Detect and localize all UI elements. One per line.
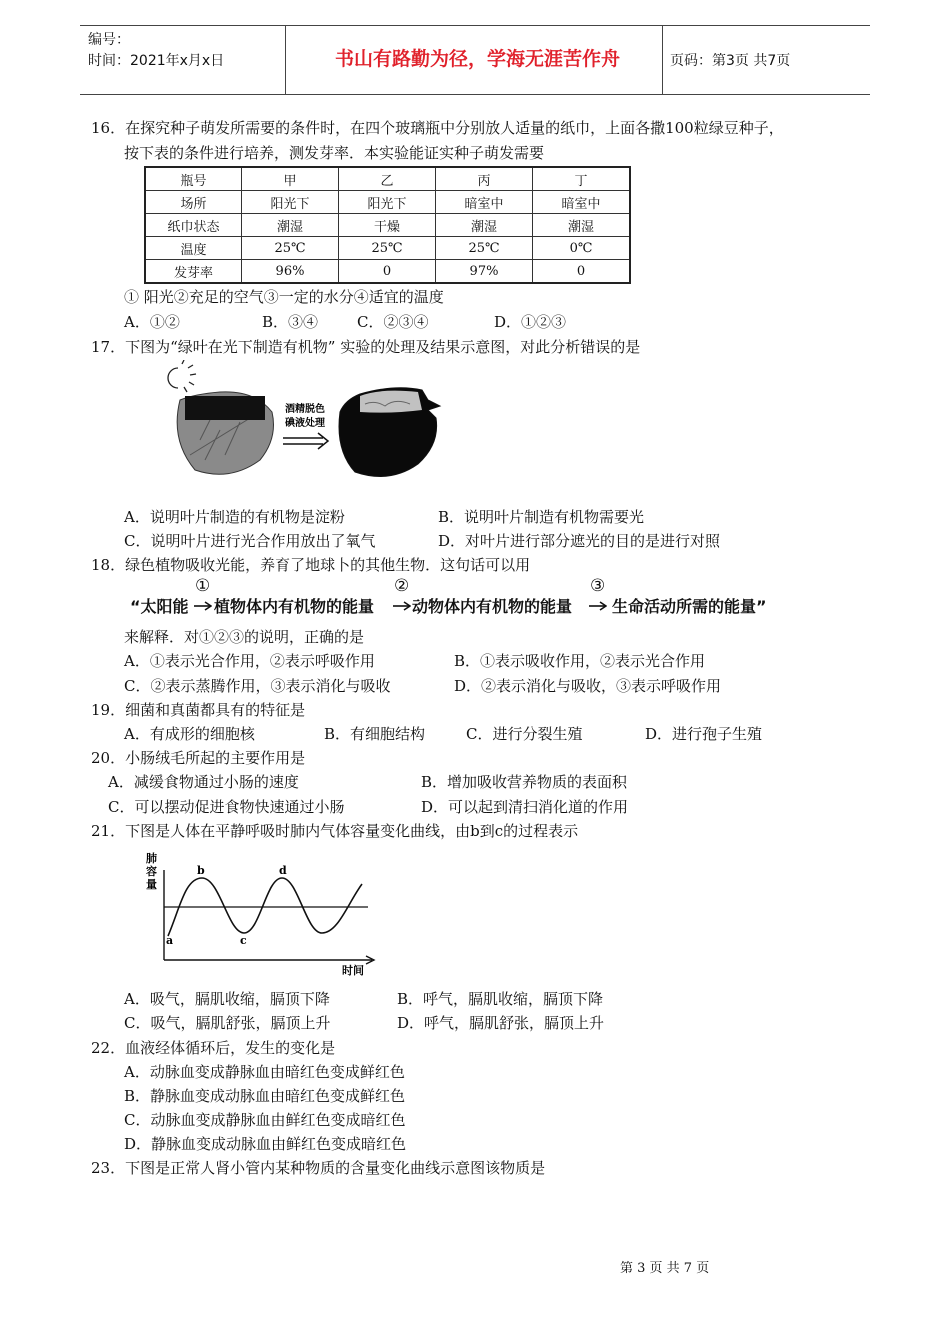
time-label: 时间：2021年x月x日: [88, 53, 225, 69]
q21-option-b[interactable]: B．呼气，膈肌收缩，膈顶下降: [397, 990, 604, 1008]
point-b-label: b: [197, 864, 205, 877]
number-label: 编号：: [88, 32, 130, 48]
sun-icon: [168, 360, 196, 392]
table-row: [145, 191, 630, 214]
q17-option-d[interactable]: D．对叶片进行部分遮光的目的是进行对照: [438, 532, 721, 550]
q17-option-b[interactable]: B．说明叶片制造有机物需要光: [438, 508, 645, 526]
q22-option-c[interactable]: C．动脉血变成静脉血由鲜红色变成暗红色: [124, 1111, 406, 1129]
table-cell: 干燥: [339, 214, 436, 237]
arrow-right-icon: [589, 600, 607, 612]
q16-option-a[interactable]: A．①②: [124, 313, 180, 331]
formula-plant-energy: 植物体内有机物的能量: [214, 597, 375, 616]
q21-lung-volume-graph: [140, 848, 380, 980]
table-cell: 0: [339, 260, 436, 284]
header-motto: 书山有路勤为径，学海无涯苦作舟: [334, 48, 620, 70]
q21-option-c[interactable]: C．吸气，膈肌舒张，膈顶上升: [124, 1014, 331, 1032]
formula-step2-marker: ②: [394, 576, 410, 596]
table-cell: 发芽率: [145, 260, 242, 284]
q16-stem-line1: 16．在探究种子萌发所需要的条件时，在四个玻璃瓶中分别放人适量的纸巾，上面各撒100粒绿豆种子，: [91, 119, 784, 137]
q21-option-d[interactable]: D．呼气，膈肌舒张，膈顶上升: [397, 1014, 605, 1032]
point-d-label: d: [279, 864, 287, 877]
table-cell: 97%: [436, 260, 533, 284]
q16-option-b[interactable]: B．③④: [262, 313, 319, 331]
formula-sun-energy: “太阳能: [130, 597, 189, 616]
q23-stem: 23．下图是正常人肾小管内某种物质的含量变化曲线示意图该物质是: [91, 1159, 546, 1177]
table-cell: 场所: [145, 191, 242, 214]
q17-stem: 17．下图为“绿叶在光下制造有机物” 实验的处理及结果示意图，对此分析错误的是: [91, 338, 641, 356]
table-row: [145, 237, 630, 260]
table-cell: 25℃: [339, 237, 436, 260]
formula-life-energy: 生命活动所需的能量”: [612, 597, 767, 616]
fig-label-alcohol: 酒精脱色: [285, 404, 325, 415]
q22-stem: 22．血液经体循环后，发生的变化是: [91, 1039, 336, 1057]
arrow-right-icon: [194, 600, 212, 612]
q17-leaf-figure: [160, 360, 460, 490]
q18-stem2: 来解释．对①②③的说明，正确的是: [124, 628, 365, 646]
table-cell: 潮湿: [242, 214, 339, 237]
table-cell: 25℃: [242, 237, 339, 260]
header-divider: [285, 26, 286, 94]
table-cell: 暗室中: [436, 191, 533, 214]
table-cell: 温度: [145, 237, 242, 260]
header-page-info: 页码：第3页 共7页: [670, 53, 791, 69]
q16-items: ① 阳光②充足的空气③一定的水分④适宜的温度: [124, 288, 444, 306]
q19-option-a[interactable]: A．有成形的细胞核: [124, 725, 255, 743]
q19-option-c[interactable]: C．进行分裂生殖: [466, 725, 583, 743]
y-axis-label-2: 容: [146, 865, 157, 878]
q19-stem: 19．细菌和真菌都具有的特征是: [91, 701, 306, 719]
q16-option-d[interactable]: D．①②③: [494, 313, 567, 331]
black-cover-rect: [185, 396, 265, 420]
formula-animal-energy: 动物体内有机物的能量: [412, 597, 573, 616]
q18-option-b[interactable]: B．①表示吸收作用，②表示光合作用: [454, 652, 706, 670]
header-left: [88, 30, 224, 72]
q22-option-d[interactable]: D．静脉血变成动脉血由鲜红色变成暗红色: [124, 1135, 407, 1153]
header-divider: [662, 26, 663, 94]
q20-option-a[interactable]: A．减缓食物通过小肠的速度: [108, 773, 299, 791]
y-axis-label-3: 量: [146, 878, 157, 891]
table-cell: 乙: [339, 167, 436, 191]
q16-table: [144, 166, 631, 284]
table-row: [145, 260, 630, 284]
q18-stem: 18．绿色植物吸收光能，养育了地球卜的其他生物．这句话可以用: [91, 556, 531, 574]
formula-step1-marker: ①: [195, 576, 211, 596]
point-c-label: c: [240, 934, 247, 947]
q17-option-a[interactable]: A．说明叶片制造的有机物是淀粉: [124, 508, 345, 526]
q20-option-c[interactable]: C．可以摆动促进食物快速通过小肠: [108, 798, 345, 816]
q21-stem: 21．下图是人体在平静呼吸时肺内气体容量变化曲线，由b到c的过程表示: [91, 822, 579, 840]
q20-option-d[interactable]: D．可以起到清扫消化道的作用: [421, 798, 629, 816]
table-row: [145, 214, 630, 237]
table-cell: 潮湿: [436, 214, 533, 237]
q17-option-c[interactable]: C．说明叶片进行光合作用放出了氧气: [124, 532, 376, 550]
q19-option-b[interactable]: B．有细胞结构: [324, 725, 426, 743]
table-cell: 阳光下: [242, 191, 339, 214]
table-cell: 潮湿: [533, 214, 631, 237]
q16-option-c[interactable]: C．②③④: [357, 313, 429, 331]
q18-option-d[interactable]: D．②表示消化与吸收，③表示呼吸作用: [454, 677, 722, 695]
table-cell: 瓶号: [145, 167, 242, 191]
double-arrow-icon: [283, 433, 328, 449]
table-cell: 纸巾状态: [145, 214, 242, 237]
y-axis-label-1: 肺: [146, 852, 157, 865]
x-axis-label: 时间: [342, 964, 364, 977]
table-cell: 阳光下: [339, 191, 436, 214]
q18-option-a[interactable]: A．①表示光合作用，②表示呼吸作用: [124, 652, 375, 670]
q19-option-d[interactable]: D．进行孢子生殖: [645, 725, 763, 743]
point-a-label: a: [166, 934, 174, 947]
arrow-right-icon: [393, 600, 411, 612]
page-footer: 第 3 页 共 7 页: [620, 1261, 710, 1276]
table-cell: 0℃: [533, 237, 631, 260]
table-cell: 丁: [533, 167, 631, 191]
table-cell: 丙: [436, 167, 533, 191]
table-cell: 暗室中: [533, 191, 631, 214]
page-header: [80, 25, 870, 95]
q18-option-c[interactable]: C．②表示蒸腾作用，③表示消化与吸收: [124, 677, 391, 695]
table-cell: 96%: [242, 260, 339, 284]
q21-option-a[interactable]: A．吸气，膈肌收缩，膈顶下降: [124, 990, 330, 1008]
formula-step3-marker: ③: [590, 576, 606, 596]
table-row: [145, 167, 630, 191]
q22-option-a[interactable]: A．动脉血变成静脉血由暗红色变成鲜红色: [124, 1063, 405, 1081]
fig-label-iodine: 碘液处理: [285, 418, 325, 429]
table-cell: 0: [533, 260, 631, 284]
table-cell: 甲: [242, 167, 339, 191]
table-cell: 25℃: [436, 237, 533, 260]
q20-stem: 20．小肠绒毛所起的主要作用是: [91, 749, 306, 767]
q16-stem-line2: 按下表的条件进行培养，测发芽率．本实验能证实种子萌发需要: [124, 144, 545, 162]
q22-option-b[interactable]: B．静脉血变成动脉血由暗红色变成鲜红色: [124, 1087, 406, 1105]
q20-option-b[interactable]: B．增加吸收营养物质的表面积: [421, 773, 628, 791]
